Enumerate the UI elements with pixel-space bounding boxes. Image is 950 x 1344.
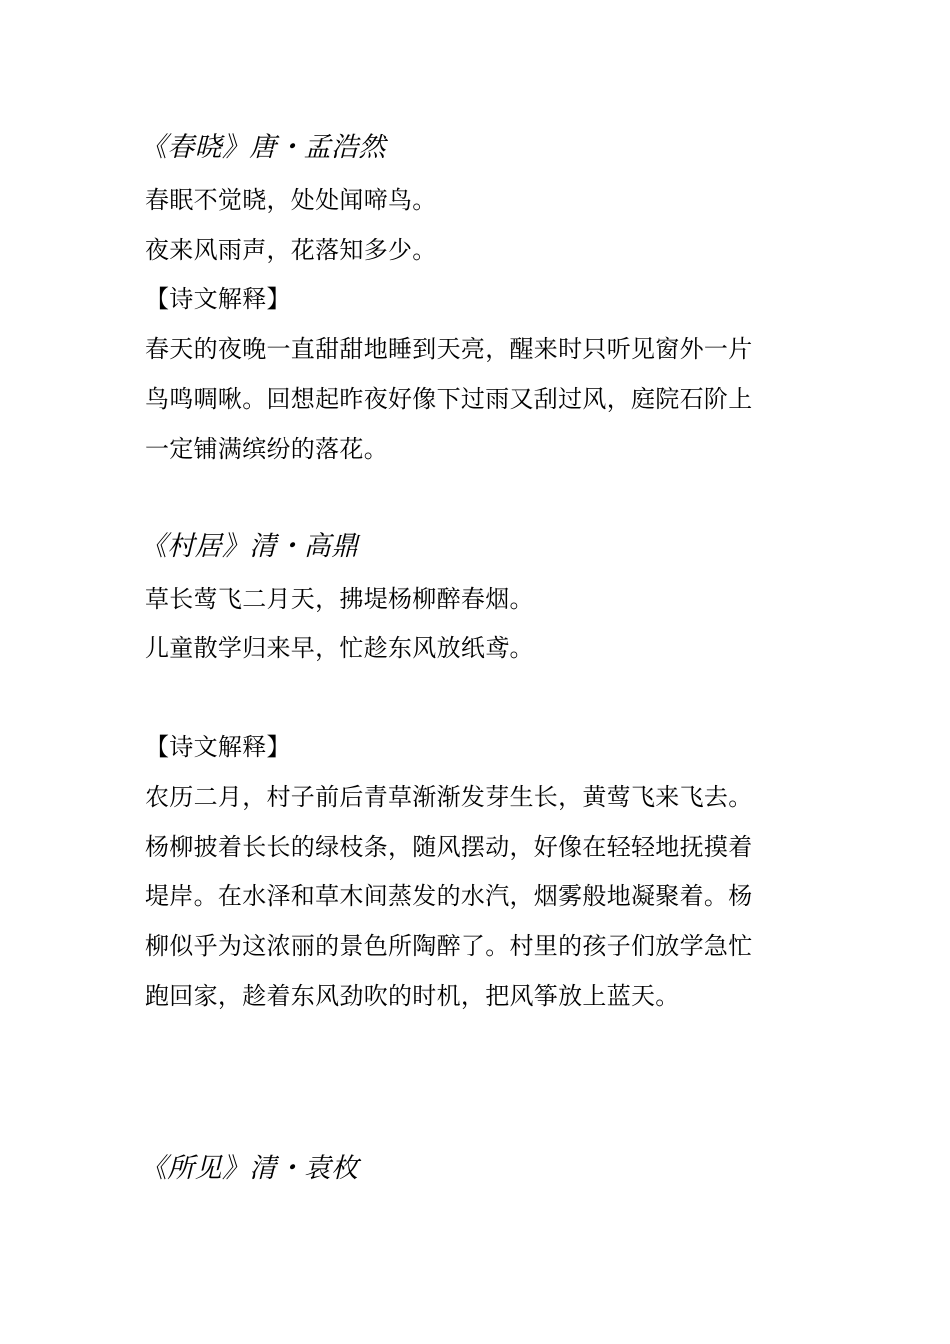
explanation-line: 农历二月，村子前后青草渐渐发芽生长，黄莺飞来飞去。 <box>145 783 753 811</box>
poem-title: 《春晓》唐・孟浩然 <box>140 132 386 163</box>
poem-line: 草长莺飞二月天，拂堤杨柳醉春烟。 <box>145 585 534 613</box>
explanation-line: 鸟鸣啁啾。回想起昨夜好像下过雨又刮过风，庭院石阶上 <box>145 385 753 413</box>
poem-line: 春眠不觉晓，处处闻啼鸟。 <box>145 186 437 214</box>
explanation-line: 杨柳披着长长的绿枝条，随风摆动，好像在轻轻地抚摸着 <box>145 833 753 861</box>
explanation-line: 柳似乎为这浓丽的景色所陶醉了。村里的孩子们放学急忙 <box>145 932 753 960</box>
poem-title: 《所见》清・袁枚 <box>140 1153 359 1184</box>
explanation-line: 一定铺满缤纷的落花。 <box>145 435 388 463</box>
explanation-heading: 【诗文解释】 <box>145 285 291 313</box>
poem-line: 夜来风雨声，花落知多少。 <box>145 236 437 264</box>
explanation-heading: 【诗文解释】 <box>145 733 291 761</box>
explanation-line: 春天的夜晚一直甜甜地睡到天亮，醒来时只听见窗外一片 <box>145 335 753 363</box>
explanation-line: 堤岸。在水泽和草木间蒸发的水汽，烟雾般地凝聚着。杨 <box>145 882 753 910</box>
poem-line: 儿童散学归来早，忙趁东风放纸鸢。 <box>145 634 534 662</box>
explanation-line: 跑回家，趁着东风劲吹的时机，把风筝放上蓝天。 <box>145 982 680 1010</box>
poem-title: 《村居》清・高鼎 <box>140 531 359 562</box>
